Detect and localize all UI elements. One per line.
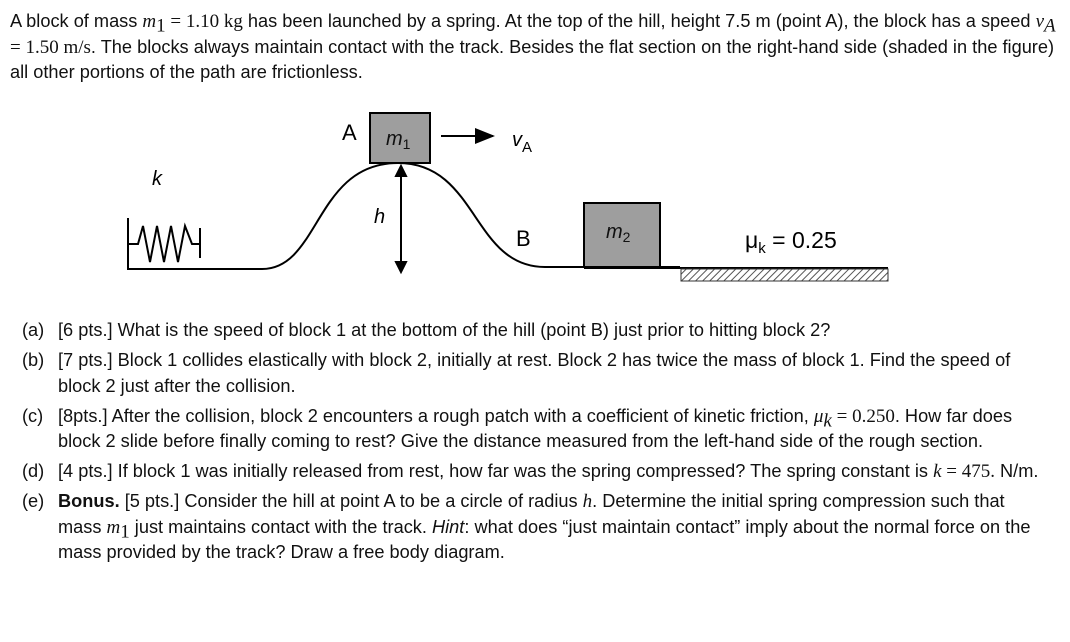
problem-intro: A block of mass $m_1 = 1.10$ kg has been launched by a spring. At the top of the hill, height 7.5 m (point A), the block has a speed $v_A = 1.50$ m/s. The blocks always maintain contact with the track. Besides the flat section on the right-hand side (shaded in the figure) all other portions of the path are frictionless. xyxy=(10,11,1056,82)
question-a: (a) [6 pts.] What is the speed of block 1 at the bottom of the hill (point B) just prior to hitting block 2? xyxy=(22,320,831,340)
physics-figure xyxy=(0,100,1070,290)
rough-patch xyxy=(681,269,888,281)
speed-symbol: v xyxy=(1035,11,1044,32)
point-b-label: B xyxy=(516,226,531,251)
height-arrow xyxy=(396,166,406,272)
point-a-label: A xyxy=(342,120,357,145)
spring xyxy=(128,218,200,270)
mass-value: = 1.10 xyxy=(165,11,220,32)
question-d: (d) [4 pts.] If block 1 was initially released from rest, how far was the spring compressed? The spring constant is k = 475. N/m. xyxy=(22,461,1039,482)
block-2-label: $m_2$ xyxy=(606,221,631,245)
spring-constant-label: k xyxy=(152,168,162,190)
question-b: (b) [7 pts.] Block 1 collides elastically with block 2, initially at rest. Block 2 has twice the mass of block 1. Find the speed of block 2 just after the collision. xyxy=(22,350,1011,396)
height-label: h xyxy=(374,206,386,228)
velocity-label: $v_A$ xyxy=(512,129,533,156)
friction-label: $\mu_k = 0.25$ xyxy=(745,227,837,257)
block-1-label: $m_1$ xyxy=(386,128,411,152)
question-c: (c) [8pts.] After the collision, block 2 encounters a rough patch with a coefficient of kinetic friction, $\mu_k = 0.250$. How far does block 2 slide before finally coming to rest? Give the distance measured from the left-hand side of the rough section. xyxy=(22,405,1013,451)
question-e: (e) Bonus. [5 pts.] Consider the hill at point A to be a circle of radius h. Determine the initial spring compression such that mass $m_1$ just maintains contact with the track. Hint: what does “just maintain contact” imply about the normal force on the mass provided by the track? Draw a free body diagram. xyxy=(22,491,1031,562)
question-list xyxy=(22,318,1052,570)
mass-symbol: m xyxy=(142,11,157,32)
speed-value: = 1.50 xyxy=(10,36,59,58)
